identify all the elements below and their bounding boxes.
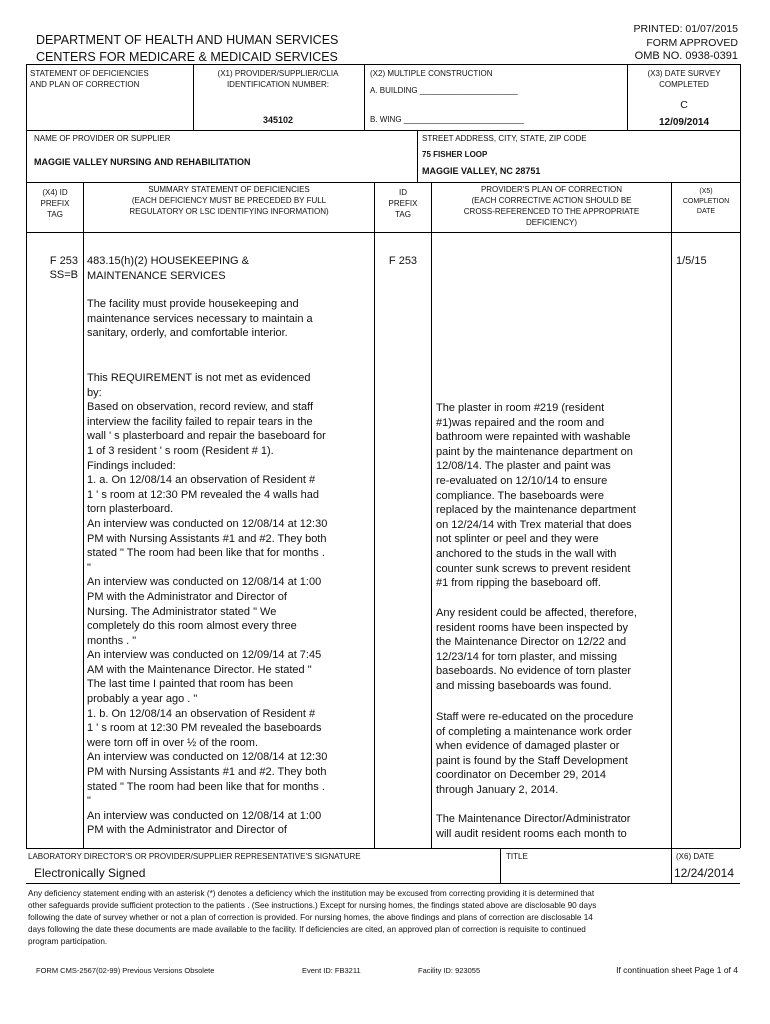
address-line1: 75 FISHER LOOP [422,150,488,159]
building-label: A. BUILDING ______________________ [370,86,518,95]
id-header: ID PREFIX TAG [388,188,418,219]
rule [26,232,740,233]
tag-left: F 253 [49,255,78,267]
statement-label: STATEMENT OF DEFICIENCIES AND PLAN OF CORRECTION [30,69,149,89]
wing-label: B. WING ___________________________ [370,115,524,124]
department-title-line1: DEPARTMENT OF HEALTH AND HUMAN SERVICES [36,33,339,47]
provider-id: 345102 [262,115,294,125]
rule [364,64,365,130]
signature-label: LABORATORY DIRECTOR'S OR PROVIDER/SUPPLIER REPRESENTATIVE'S SIGNATURE [28,852,361,861]
address-label: STREET ADDRESS, CITY, STATE, ZIP CODE [422,134,587,143]
findings-text: This REQUIREMENT is not met as evidenced by: Based on observation, record review, and staff interview the facility failed to repair tears in the wall ' s plasterboard and repair the baseboard for 1 of 3 resident ' s room (Resident # 1). Findings included: 1. a. On 12/08/14 an observation of Resident # 1 ' s room at 12:30 PM revealed the 4 walls had torn plasterboard. An interview was conducted on 12/08/14 at 12:30 PM with Nursing Assistants #1 and #2. They both stated " The room had been like that for months . " An interview was conducted on 12/08/14 at 1:00 PM with the Administrator and Director of Nursing. The Administrator stated " We completely do this room almost every three months . " An interview was conducted on 12/09/14 at 7:45 AM with the Maintenance Director. He stated " The last time I painted that room has been probably a year ago . " 1. b. On 12/08/14 an observation of Resident # 1 ' s room at 12:30 PM revealed the baseboards were torn off in over ½ of the room. An interview was conducted on 12/08/14 at 12:30 PM with Nursing Assistants #1 and #2. They both stated " The room had been like that for months . " An interview was conducted on 12/08/14 at 1:00 PM with the Administrator and Director of [87,372,328,837]
facility-id: Facility ID: 923055 [418,966,481,975]
x3-label: (X3) DATE SURVEY COMPLETED [647,69,721,89]
rule [374,182,375,848]
rule [431,182,432,848]
x5-header: (X5) COMPLETION DATE [682,188,730,215]
disclaimer: Any deficiency statement ending with an asterisk (*) denotes a deficiency which the institution may be excused from correcting providing it is determined that other safeguards provide sufficient protection to the patients . (See instructions.) Except for nursing homes, the findings stated above are disclosable 90 days following the date of survey whether or not a plan of correction is provided. For nursing homes, the above findings and plans of correction are disclosable 14 days following the date these documents are made available to the facility. If deficiencies are cited, an approved plan of correction is requisite to continued program participation. [28,889,597,947]
survey-date: 12/09/2014 [658,117,710,128]
tag-right: F 253 [388,255,418,267]
survey-code: C [680,99,688,111]
rule [26,848,740,849]
deficiency-title: 483.15(h)(2) HOUSEKEEPING & MAINTENANCE SERVICES [87,255,250,282]
form-approved: FORM APPROVED [646,37,738,49]
printed-date: PRINTED: 01/07/2015 [633,23,738,35]
rule [26,182,740,183]
x2-label: (X2) MULTIPLE CONSTRUCTION [370,69,493,78]
rule [26,64,740,65]
title-label: TITLE [506,852,528,861]
provider-name-label: NAME OF PROVIDER OR SUPPLIER [34,134,171,143]
signature-date: 12/24/2014 [673,866,734,880]
department-title-line2: CENTERS FOR MEDICARE & MEDICAID SERVICES [36,50,338,64]
address-line2: MAGGIE VALLEY, NC 28751 [422,166,541,176]
rule [417,130,418,182]
rule [26,64,27,848]
event-id: Event ID: FB3211 [302,966,361,975]
plan-paragraph-3: Staff were re-educated on the procedure of completing a maintenance work order when evidence of damaged plaster or paint is found by the Staff Development coordinator on December 29, 2014 through January 2, 2014. [436,711,634,796]
continuation-page: If continuation sheet Page 1 of 4 [616,965,738,975]
rule [671,182,672,848]
date-label: (X6) DATE [676,852,715,861]
plan-paragraph-1: The plaster in room #219 (resident #1)was repaired and the room and bathroom were repainted with washable paint by the maintenance department on 12/08/14. The plaster and paint was re-evaluated on 12/10/14 to ensure compliance. The baseboards were replaced by the maintenance department on 12/24/14 with Trex material that does not splinter or peel and they were anchored to the studs in the wall with counter sunk screws to prevent resident #1 from ripping the baseboard off. [436,402,636,590]
ss-code: SS=B [49,269,78,281]
rule [26,130,740,131]
plan-paragraph-4: The Maintenance Director/Administrator will audit resident rooms each month to [436,813,631,840]
form-number: FORM CMS-2567(02-99) Previous Versions Obsolete [36,966,215,975]
signature-value: Electronically Signed [34,866,146,880]
requirement-text: The facility must provide housekeeping and maintenance services necessary to maintain a sanitary, orderly, and comfortable interior. [87,298,313,340]
completion-date: 1/5/15 [676,255,707,267]
rule [500,848,501,883]
summary-header: SUMMARY STATEMENT OF DEFICIENCIES (EACH DEFICIENCY MUST BE PRECEDED BY FULL REGULATORY OR LSC IDENTIFYING INFORMATION) [129,185,329,216]
provider-name: MAGGIE VALLEY NURSING AND REHABILITATION [34,157,251,167]
rule [83,182,84,848]
x4-header: (X4) ID PREFIX TAG [40,188,70,219]
plan-paragraph-2: Any resident could be affected, therefore, resident rooms have been inspected by the Maintenance Director on 12/22 and 12/23/14 for torn plaster, and missing baseboards. No evidence of torn plaster and missing baseboards was found. [436,607,637,692]
plan-header: PROVIDER'S PLAN OF CORRECTION (EACH CORRECTIVE ACTION SHOULD BE CROSS-REFERENCED TO THE APPROPRIATE DEFICIENCY) [463,185,640,227]
x1-label: (X1) PROVIDER/SUPPLIER/CLIA IDENTIFICATION NUMBER: [217,69,339,89]
omb-number: OMB NO. 0938-0391 [634,50,738,62]
rule [26,883,740,884]
rule [740,64,741,848]
